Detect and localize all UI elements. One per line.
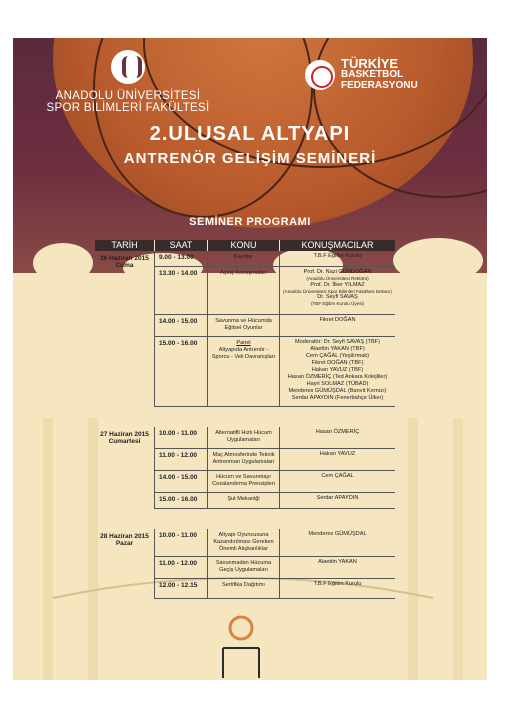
session-topic: Maç Atmosferinde Teknik Antrenman Uygulamaları — [208, 449, 280, 470]
day-date — [95, 427, 155, 509]
federation-line-3: FEDERASYONU — [341, 80, 418, 91]
session-topic — [208, 337, 280, 406]
session-time: 14.00 - 15.00 — [155, 471, 208, 492]
session-time: 10.00 - 11.00 — [155, 529, 208, 556]
session-time: 12.00 - 12.15 — [155, 579, 208, 598]
session-time: 11.00 - 12.00 — [155, 557, 208, 578]
session-topic: Alternatifli Hızlı Hücum Uygulamaları — [208, 427, 280, 448]
basketball-icon — [305, 60, 335, 90]
session-speakers — [280, 449, 395, 470]
table-row — [155, 579, 395, 599]
speaker: Prof. Dr. İlker YILMAZ — [310, 281, 365, 288]
header-topic: KONU — [208, 240, 280, 251]
session-topic: Savunmadan Hücuma Geçiş Uygulamaları — [208, 557, 280, 578]
table-row — [155, 251, 395, 267]
day-date — [95, 251, 155, 407]
title-line-2: ANTRENÖR GELİŞİM SEMİNERİ — [123, 150, 377, 167]
speaker: Hasan ÖZMERİÇ — [315, 429, 360, 435]
federation-line-2: BASKETBOL — [341, 69, 404, 80]
speaker: Fikret DOĞAN (TBF) — [311, 360, 364, 366]
session-speakers — [280, 557, 395, 578]
header-speakers: KONUŞMACILAR — [301, 240, 374, 250]
session-time: 13.30 - 14.00 — [155, 267, 208, 314]
session-topic: Kayıtlar — [208, 251, 280, 266]
title-line-1: 2.ULUSAL ALTYAPI — [149, 123, 351, 145]
session-speakers — [280, 337, 395, 406]
session-time: 15.00 - 16.00 — [155, 493, 208, 508]
session-speakers — [280, 471, 395, 492]
panel-topic: Altyapıda Antrenör - Sporcu - Veli Davranışları — [211, 347, 276, 360]
day-group — [95, 251, 395, 407]
weekday-text: Pazar — [115, 540, 134, 547]
weekday-text: Cumartesi — [108, 438, 141, 445]
speaker-affiliation: (Anadolu Üniversitesi Spor Bilimleri Fakültesi Dekanı) — [283, 288, 392, 294]
table-row — [155, 471, 395, 493]
session-time: 9.00 - 13.00 — [155, 251, 208, 266]
speaker: Fikret DOĞAN — [319, 317, 356, 323]
date-text: 26 Haziran 2015 — [100, 255, 149, 262]
seminar-poster — [13, 38, 487, 680]
speaker-affiliation: (TBF Eğitim Kurulu Üyesi) — [310, 301, 365, 306]
session-speakers — [280, 315, 395, 336]
speaker: T.B.F Eğitim Kurulu — [313, 253, 362, 259]
session-time: 14.00 - 15.00 — [155, 315, 208, 336]
faculty-name: SPOR BİLİMLERİ FAKÜLTESİ — [46, 102, 210, 114]
speaker: Serdar APAYDIN (Fenerbahçe Ülker) — [291, 395, 384, 401]
day-date — [95, 529, 155, 599]
speaker: Hasan ÖZMERİÇ (Ted Ankara Kolejliler) — [287, 374, 388, 380]
day-group — [95, 529, 395, 599]
speaker: Prof. Dr. Nazi GÜNDOĞAN — [303, 269, 372, 275]
header-date: TARİH — [95, 240, 155, 251]
session-time: 15.00 - 16.00 — [155, 337, 208, 406]
panel-label: Panel — [236, 340, 251, 346]
session-speakers — [280, 427, 395, 448]
table-row — [155, 267, 395, 315]
session-speakers — [280, 251, 395, 266]
session-speakers — [280, 579, 395, 598]
speaker: Alaettin YAKAN — [318, 559, 357, 565]
schedule-table — [95, 240, 395, 599]
session-topic: Hücum ve Savunmayı Cezalandırma Prensipleri — [208, 471, 280, 492]
session-topic: Şut Mekaniği — [208, 493, 280, 508]
speaker: Menderes GÜMÜŞDAL — [308, 531, 367, 537]
table-row — [155, 529, 395, 557]
speaker: Serdar APAYDIN — [316, 495, 359, 501]
header-time: SAAT — [155, 240, 208, 251]
session-time: 11.00 - 12.00 — [155, 449, 208, 470]
speaker: Hakan YAVUZ — [319, 451, 356, 457]
speaker: T.B.F Eğitim Kurulu — [313, 581, 362, 587]
table-row — [155, 427, 395, 449]
table-header-row — [95, 240, 395, 251]
date-text: 27 Haziran 2015 — [100, 431, 149, 438]
program-heading: SEMİNER PROGRAMI — [189, 216, 311, 228]
university-emblem-icon — [111, 50, 145, 84]
speaker: Menderes GÜMÜŞDAL (Banvit Kırmızı) — [288, 388, 387, 394]
speaker: Moderatör: Dr. Seyfi SAVAŞ (TBF) — [295, 339, 380, 345]
date-text: 28 Haziran 2015 — [100, 533, 149, 540]
speaker: Cem ÇAĞAL — [321, 473, 354, 479]
session-topic: Açılış Konuşmaları — [208, 267, 280, 314]
table-row — [155, 337, 395, 407]
session-topic: Savunma ve Hücumda Eğitsel Oyunlar — [208, 315, 280, 336]
speaker: Hayri SOLMAZ (TÜBAD) — [306, 381, 369, 387]
table-row — [155, 449, 395, 471]
speaker: Alaettin YAKAN (TBF) — [310, 346, 365, 352]
session-speakers — [280, 267, 395, 314]
anadolu-university-logo — [43, 50, 213, 114]
federation-line-1: TÜRKİYE — [341, 56, 399, 71]
session-speakers — [280, 493, 395, 508]
table-row — [155, 557, 395, 579]
speaker: Dr. Seyfi SAVAŞ — [317, 294, 358, 300]
session-topic: Sertifika Dağıtımı — [208, 579, 280, 598]
session-time: 10.00 - 11.00 — [155, 427, 208, 448]
speaker: Cem ÇAĞAL (Yeşilırmak) — [306, 353, 369, 359]
speaker: Hakan YAVUZ (TBF) — [311, 367, 364, 373]
session-topic: Altyapı Oyuncusuna Kazandırılması Gereken Önemli Alışkanlıklar — [208, 529, 280, 556]
speaker-affiliation: (Anadolu Üniversitesi Rektörü) — [306, 276, 369, 281]
weekday-text: Cuma — [115, 262, 134, 269]
table-row — [155, 315, 395, 337]
poster-title — [13, 123, 487, 167]
day-group — [95, 427, 395, 509]
table-row — [155, 493, 395, 509]
session-speakers — [280, 529, 395, 556]
university-name: ANADOLU ÜNİVERSİTESİ — [55, 90, 201, 102]
